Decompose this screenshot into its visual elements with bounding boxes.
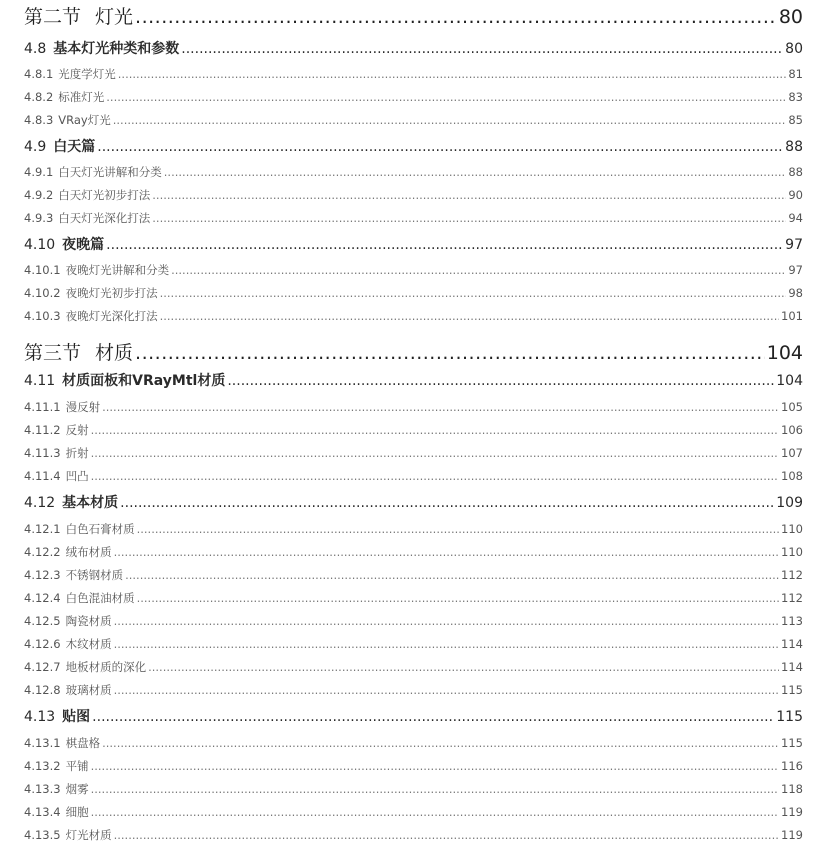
dot-leader: [97, 139, 783, 155]
page-number: 114: [781, 660, 803, 674]
dot-leader: [181, 41, 783, 57]
entry-title: 陶瓷材质: [65, 614, 112, 628]
toc-subsection-entry[interactable]: [24, 89, 803, 105]
toc-subsection-entry[interactable]: [24, 66, 803, 82]
dot-leader: [125, 568, 779, 582]
entry-label: [24, 234, 104, 254]
dot-leader: [137, 591, 779, 605]
page-number: 107: [781, 446, 803, 460]
entry-number: 4.13.2: [24, 759, 61, 773]
toc-subsection-entry[interactable]: [24, 758, 803, 774]
page-number: 116: [781, 759, 803, 773]
toc-subsection-entry[interactable]: [24, 422, 803, 438]
toc-subsection-entry[interactable]: [24, 262, 803, 278]
entry-title: 基本材质: [62, 495, 119, 511]
page-number: 104: [766, 342, 803, 364]
entry-number: 4.12.2: [24, 545, 61, 559]
page-number: 101: [781, 309, 803, 323]
entry-label: [24, 706, 90, 726]
entry-number: 4.9: [24, 139, 47, 155]
page-number: 88: [785, 139, 803, 155]
entry-label: [24, 636, 112, 652]
entry-label: [24, 567, 123, 583]
entry-title: 白天灯光深化打法: [58, 211, 151, 225]
toc-subsection-entry[interactable]: [24, 590, 803, 606]
entry-label: [24, 370, 225, 390]
toc-subsection-entry[interactable]: [24, 613, 803, 629]
entry-number: 4.11.3: [24, 446, 61, 460]
entry-title: 光度学灯光: [58, 67, 116, 81]
entry-label: [24, 492, 118, 512]
toc-subsection-entry[interactable]: [24, 804, 803, 820]
toc-subsection-entry[interactable]: [24, 399, 803, 415]
entry-title: 漫反射: [65, 400, 101, 414]
entry-label: [24, 187, 150, 203]
entry-title: 不锈钢材质: [65, 568, 124, 582]
dot-leader: [114, 545, 779, 559]
entry-number: 4.13: [24, 709, 56, 725]
entry-number: 4.8.3: [24, 113, 54, 127]
entry-label: [24, 544, 112, 560]
entry-title: 灯光材质: [65, 828, 112, 842]
entry-label: [24, 422, 89, 438]
entry-label: [24, 735, 100, 751]
entry-title: 细胞: [65, 805, 89, 819]
entry-label: [24, 89, 104, 105]
dot-leader: [120, 495, 774, 511]
dot-leader: [118, 67, 787, 81]
page-number: 90: [788, 188, 803, 202]
dot-leader: [152, 211, 786, 225]
toc-subsection-entry[interactable]: [24, 187, 803, 203]
dot-leader: [113, 113, 787, 127]
entry-label: [24, 38, 179, 58]
entry-number: 4.11: [24, 373, 56, 389]
entry-label: [24, 338, 133, 365]
entry-title: 夜晚篇: [62, 237, 105, 253]
toc-subsection-entry[interactable]: [24, 308, 803, 324]
entry-title: 绒布材质: [65, 545, 112, 559]
toc-subsection-entry[interactable]: [24, 567, 803, 583]
entry-title: 材质: [95, 342, 134, 364]
page-number: 112: [781, 591, 803, 605]
entry-number: 4.12.7: [24, 660, 61, 674]
entry-title: 烟雾: [65, 782, 89, 796]
entry-title: 夜晚灯光讲解和分类: [65, 263, 170, 277]
entry-number: 4.10: [24, 237, 56, 253]
page-number: 104: [776, 373, 803, 389]
entry-number: 4.12.6: [24, 637, 61, 651]
toc-section-entry[interactable]: [24, 38, 803, 58]
entry-label: [24, 659, 146, 675]
entry-number: 4.12.5: [24, 614, 61, 628]
dot-leader: [102, 400, 779, 414]
entry-title: 白天灯光讲解和分类: [58, 165, 162, 179]
entry-label: [24, 468, 89, 484]
entry-number: 4.13.5: [24, 828, 61, 842]
entry-number: 4.10.3: [24, 309, 61, 323]
dot-leader: [152, 188, 786, 202]
toc-chapter-heading[interactable]: [24, 338, 803, 365]
entry-label: [24, 682, 112, 698]
page-number: 97: [785, 237, 803, 253]
page-number: 94: [788, 211, 803, 225]
entry-label: [24, 210, 150, 226]
page-number: 115: [776, 709, 803, 725]
entry-label: [24, 164, 162, 180]
toc-subsection-entry[interactable]: [24, 659, 803, 675]
entry-number: 4.11.1: [24, 400, 61, 414]
page-number: 110: [781, 522, 803, 536]
page-number: 98: [788, 286, 803, 300]
entry-number: 4.13.3: [24, 782, 61, 796]
page-number: 83: [788, 90, 803, 104]
entry-number: 4.9.2: [24, 188, 54, 202]
entry-label: [24, 445, 89, 461]
dot-leader: [160, 309, 779, 323]
dot-leader: [114, 683, 779, 697]
toc-subsection-entry[interactable]: [24, 445, 803, 461]
page-number: 105: [781, 400, 803, 414]
toc-subsection-entry[interactable]: [24, 285, 803, 301]
dot-leader: [164, 165, 787, 179]
entry-number: 第二节: [24, 6, 82, 28]
dot-leader: [106, 237, 783, 253]
toc-subsection-entry[interactable]: [24, 112, 803, 128]
dot-leader: [102, 736, 779, 750]
dot-leader: [91, 805, 779, 819]
page-number: 81: [788, 67, 803, 81]
entry-title: 反射: [65, 423, 89, 437]
entry-label: [24, 2, 133, 29]
toc-subsection-entry[interactable]: [24, 210, 803, 226]
entry-number: 第三节: [24, 342, 82, 364]
dot-leader: [91, 759, 779, 773]
page-number: 109: [776, 495, 803, 511]
entry-number: 4.9.1: [24, 165, 54, 179]
dot-leader: [171, 263, 786, 277]
dot-leader: [91, 446, 779, 460]
dot-leader: [227, 373, 774, 389]
page-number: 119: [781, 805, 803, 819]
dot-leader: [148, 660, 779, 674]
toc-section-entry[interactable]: [24, 706, 803, 726]
dot-leader: [91, 782, 779, 796]
entry-number: 4.13.1: [24, 736, 61, 750]
dot-leader: [135, 6, 777, 28]
toc-subsection-entry[interactable]: [24, 781, 803, 797]
entry-title: 标准灯光: [58, 90, 105, 104]
toc-subsection-entry[interactable]: [24, 468, 803, 484]
page-number: 118: [781, 782, 803, 796]
page-number: 108: [781, 469, 803, 483]
entry-number: 4.12.8: [24, 683, 61, 697]
entry-title: 材质面板和VRayMtl材质: [62, 373, 226, 389]
toc-subsection-entry[interactable]: [24, 827, 803, 843]
entry-label: [24, 399, 100, 415]
page-number: 85: [788, 113, 803, 127]
entry-label: [24, 521, 135, 537]
entry-label: [24, 285, 158, 301]
page-number: 115: [781, 683, 803, 697]
entry-label: [24, 308, 158, 324]
dot-leader: [91, 469, 779, 483]
toc-subsection-entry[interactable]: [24, 636, 803, 652]
entry-number: 4.8: [24, 41, 47, 57]
entry-number: 4.12: [24, 495, 56, 511]
toc-section-entry[interactable]: [24, 136, 803, 156]
dot-leader: [137, 522, 779, 536]
entry-number: 4.9.3: [24, 211, 54, 225]
entry-label: [24, 112, 111, 128]
entry-number: 4.13.4: [24, 805, 61, 819]
dot-leader: [114, 637, 779, 651]
toc-chapter-heading[interactable]: [24, 2, 803, 29]
toc-subsection-entry[interactable]: [24, 682, 803, 698]
entry-number: 4.10.1: [24, 263, 61, 277]
entry-title: 白天灯光初步打法: [58, 188, 151, 202]
entry-label: [24, 758, 89, 774]
entry-label: [24, 827, 112, 843]
entry-title: 木纹材质: [65, 637, 112, 651]
page-number: 97: [788, 263, 803, 277]
entry-title: VRay灯光: [58, 113, 111, 127]
page-number: 114: [781, 637, 803, 651]
entry-title: 平铺: [65, 759, 89, 773]
dot-leader: [91, 423, 779, 437]
entry-title: 贴图: [62, 709, 91, 725]
toc-section-entry[interactable]: [24, 492, 803, 512]
entry-label: [24, 613, 112, 629]
entry-title: 凹凸: [65, 469, 89, 483]
dot-leader: [106, 90, 786, 104]
dot-leader: [135, 342, 765, 364]
page-number: 110: [781, 545, 803, 559]
toc-subsection-entry[interactable]: [24, 544, 803, 560]
entry-title: 棋盘格: [65, 736, 101, 750]
page-number: 119: [781, 828, 803, 842]
entry-title: 折射: [65, 446, 89, 460]
toc-section-entry[interactable]: [24, 234, 803, 254]
entry-title: 白色混油材质: [65, 591, 135, 605]
entry-number: 4.11.4: [24, 469, 61, 483]
dot-leader: [114, 614, 779, 628]
page-number: 80: [785, 41, 803, 57]
entry-label: [24, 590, 135, 606]
entry-label: [24, 66, 116, 82]
entry-number: 4.10.2: [24, 286, 61, 300]
entry-label: [24, 262, 169, 278]
entry-title: 夜晚灯光初步打法: [65, 286, 158, 300]
page-number: 80: [778, 6, 803, 28]
dot-leader: [114, 828, 779, 842]
entry-number: 4.12.4: [24, 591, 61, 605]
page-number: 115: [781, 736, 803, 750]
entry-title: 灯光: [95, 6, 134, 28]
toc-subsection-entry[interactable]: [24, 521, 803, 537]
entry-label: [24, 781, 89, 797]
entry-number: 4.12.3: [24, 568, 61, 582]
page-number: 88: [788, 165, 803, 179]
page-number: 112: [781, 568, 803, 582]
entry-title: 玻璃材质: [65, 683, 112, 697]
toc-section-entry[interactable]: [24, 370, 803, 390]
toc-subsection-entry[interactable]: [24, 735, 803, 751]
entry-number: 4.12.1: [24, 522, 61, 536]
entry-title: 白天篇: [53, 139, 96, 155]
entry-number: 4.11.2: [24, 423, 61, 437]
entry-label: [24, 136, 95, 156]
dot-leader: [160, 286, 787, 300]
toc-subsection-entry[interactable]: [24, 164, 803, 180]
entry-title: 夜晚灯光深化打法: [65, 309, 158, 323]
entry-number: 4.8.2: [24, 90, 54, 104]
entry-title: 地板材质的深化: [65, 660, 147, 674]
entry-title: 基本灯光种类和参数: [53, 41, 180, 57]
dot-leader: [92, 709, 774, 725]
entry-label: [24, 804, 89, 820]
entry-title: 白色石膏材质: [65, 522, 135, 536]
page-number: 113: [781, 614, 803, 628]
page-number: 106: [781, 423, 803, 437]
entry-number: 4.8.1: [24, 67, 54, 81]
